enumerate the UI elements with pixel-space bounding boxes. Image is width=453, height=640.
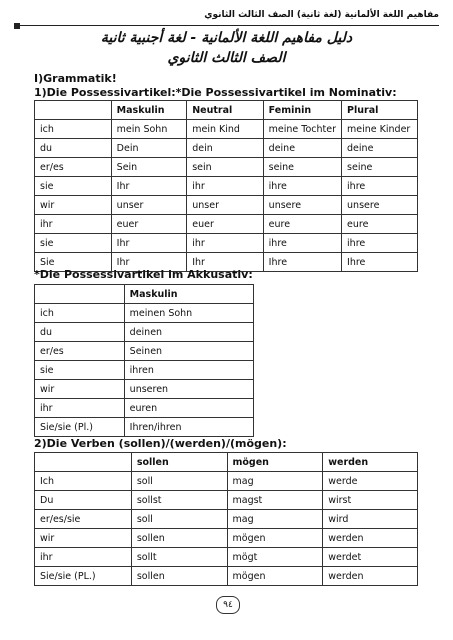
nominativ-cell: sie (35, 177, 112, 196)
akkusativ-cell: Sie/sie (Pl.) (35, 418, 125, 437)
nominativ-cell: ihr (187, 177, 263, 196)
nominativ-table (34, 100, 418, 272)
nominativ-cell: sein (187, 158, 263, 177)
nominativ-header-cell: Feminin (263, 101, 341, 120)
verben-cell: mag (227, 510, 323, 529)
nominativ-cell: Ihr (111, 234, 187, 253)
akkusativ-cell: ihr (35, 399, 125, 418)
nominativ-cell: mein Kind (187, 120, 263, 139)
nominativ-cell: meine Kinder (342, 120, 418, 139)
verben-cell: sollen (131, 529, 227, 548)
akkusativ-cell: wir (35, 380, 125, 399)
nominativ-cell: deine (263, 139, 341, 158)
nominativ-header-cell: Neutral (187, 101, 263, 120)
section-possessivartikel-nominativ: 1)Die Possessivartikel:*Die Possessivartikel im Nominativ: (34, 86, 397, 99)
table-row (35, 491, 418, 510)
akkusativ-cell: sie (35, 361, 125, 380)
verben-table (34, 452, 418, 586)
verben-header-cell: mögen (227, 453, 323, 472)
nominativ-cell: ich (35, 120, 112, 139)
verben-cell: magst (227, 491, 323, 510)
nominativ-cell: Ihr (111, 253, 187, 272)
nominativ-cell: unser (187, 196, 263, 215)
table-row (35, 158, 418, 177)
nominativ-cell: ihre (342, 177, 418, 196)
nominativ-cell: Ihre (342, 253, 418, 272)
akkusativ-header-row (35, 285, 254, 304)
nominativ-cell: ihre (342, 234, 418, 253)
table-row (35, 196, 418, 215)
nominativ-cell: ihr (35, 215, 112, 234)
nominativ-cell: Ihre (263, 253, 341, 272)
nominativ-header-cell: Maskulin (111, 101, 187, 120)
table-row (35, 361, 254, 380)
table-row (35, 323, 254, 342)
nominativ-cell: seine (263, 158, 341, 177)
nominativ-cell: Sein (111, 158, 187, 177)
verben-cell: Sie/sie (PL.) (35, 567, 132, 586)
akkusativ-cell: ich (35, 304, 125, 323)
verben-header-cell (35, 453, 132, 472)
nominativ-cell: mein Sohn (111, 120, 187, 139)
table-row (35, 567, 418, 586)
table-row (35, 529, 418, 548)
section-verben: 2)Die Verben (sollen)/(werden)/(mögen): (34, 437, 287, 450)
verben-cell: ihr (35, 548, 132, 567)
akkusativ-header-cell (35, 285, 125, 304)
akkusativ-header-cell: Maskulin (124, 285, 253, 304)
verben-cell: mögen (227, 567, 323, 586)
verben-cell: werde (323, 472, 418, 491)
verben-cell: werden (323, 567, 418, 586)
nominativ-cell: ihr (187, 234, 263, 253)
table-row (35, 342, 254, 361)
akkusativ-table (34, 284, 254, 437)
verben-cell: sollt (131, 548, 227, 567)
nominativ-cell: seine (342, 158, 418, 177)
verben-cell: soll (131, 510, 227, 529)
akkusativ-cell: du (35, 323, 125, 342)
header-text: مفاهيم اللغة الألمانية (لغة ثانية) الصف الثالث الثانوي (204, 10, 439, 20)
table-row (35, 234, 418, 253)
nominativ-header-row (35, 101, 418, 120)
akkusativ-cell: ihren (124, 361, 253, 380)
nominativ-header-cell: Plural (342, 101, 418, 120)
verben-cell: mögt (227, 548, 323, 567)
verben-header-row (35, 453, 418, 472)
table-row (35, 548, 418, 567)
document-subtitle: الصف الثالث الثانوي (167, 50, 286, 66)
nominativ-cell: Sie (35, 253, 112, 272)
verben-cell: Du (35, 491, 132, 510)
akkusativ-cell: Seinen (124, 342, 253, 361)
section-grammatik: I)Grammatik! (34, 72, 117, 85)
table-row (35, 177, 418, 196)
nominativ-cell: unsere (342, 196, 418, 215)
table-row (35, 510, 418, 529)
nominativ-cell: deine (342, 139, 418, 158)
table-row (35, 472, 418, 491)
page-number: ٩٤ (216, 596, 240, 614)
akkusativ-cell: euren (124, 399, 253, 418)
akkusativ-cell: unseren (124, 380, 253, 399)
nominativ-cell: dein (187, 139, 263, 158)
section-possessivartikel-akkusativ: *Die Possessivartikel im Akkusativ: (34, 268, 253, 281)
page-header (14, 6, 439, 26)
table-row (35, 215, 418, 234)
nominativ-cell: eure (263, 215, 341, 234)
akkusativ-cell: deinen (124, 323, 253, 342)
nominativ-cell: du (35, 139, 112, 158)
table-row (35, 418, 254, 437)
verben-cell: er/es/sie (35, 510, 132, 529)
verben-cell: mag (227, 472, 323, 491)
verben-cell: sollst (131, 491, 227, 510)
table-row (35, 380, 254, 399)
verben-cell: werdet (323, 548, 418, 567)
akkusativ-cell: meinen Sohn (124, 304, 253, 323)
verben-cell: Ich (35, 472, 132, 491)
nominativ-cell: euer (111, 215, 187, 234)
verben-cell: soll (131, 472, 227, 491)
verben-cell: sollen (131, 567, 227, 586)
akkusativ-cell: Ihren/ihren (124, 418, 253, 437)
table-row (35, 399, 254, 418)
table-row (35, 304, 254, 323)
nominativ-cell: er/es (35, 158, 112, 177)
verben-header-cell: werden (323, 453, 418, 472)
nominativ-cell: Ihr (187, 253, 263, 272)
akkusativ-cell: er/es (35, 342, 125, 361)
document-title: دليل مفاهيم اللغة الألمانية - لغة أجنبية ثانية (100, 30, 353, 46)
nominativ-header-cell (35, 101, 112, 120)
nominativ-cell: euer (187, 215, 263, 234)
nominativ-cell: wir (35, 196, 112, 215)
nominativ-cell: ihre (263, 234, 341, 253)
nominativ-cell: meine Tochter (263, 120, 341, 139)
nominativ-cell: Dein (111, 139, 187, 158)
nominativ-cell: sie (35, 234, 112, 253)
table-row (35, 139, 418, 158)
nominativ-cell: unser (111, 196, 187, 215)
verben-cell: wird (323, 510, 418, 529)
nominativ-cell: Ihr (111, 177, 187, 196)
nominativ-cell: eure (342, 215, 418, 234)
verben-header-cell: sollen (131, 453, 227, 472)
table-row (35, 120, 418, 139)
nominativ-cell: unsere (263, 196, 341, 215)
nominativ-cell: ihre (263, 177, 341, 196)
verben-cell: wir (35, 529, 132, 548)
verben-cell: mögen (227, 529, 323, 548)
header-square-mark (14, 23, 20, 29)
header-rule (14, 25, 439, 26)
verben-cell: wirst (323, 491, 418, 510)
verben-cell: werden (323, 529, 418, 548)
